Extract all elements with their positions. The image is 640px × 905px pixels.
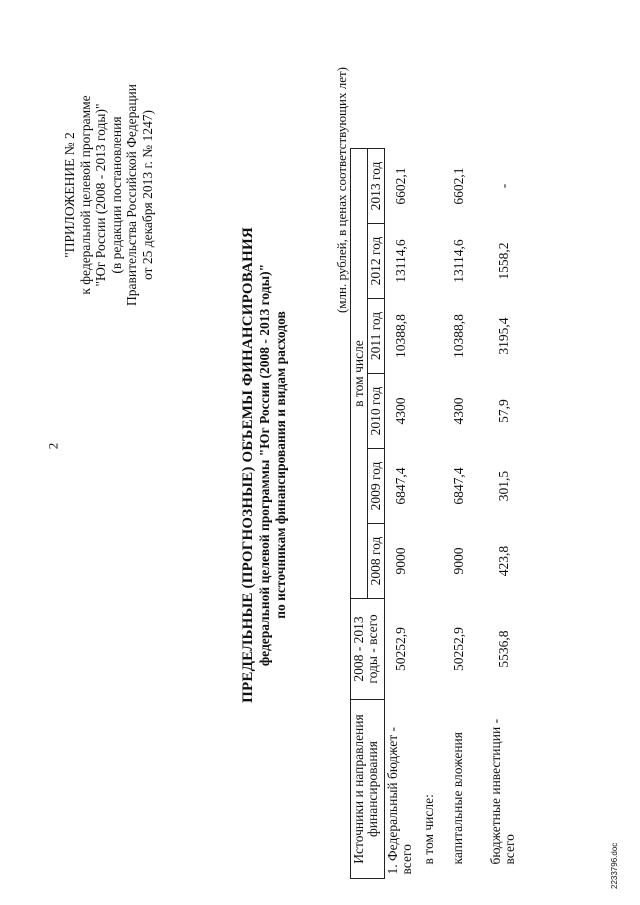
header-year: 2009 год [368, 449, 385, 524]
cell-value: 9000 [451, 547, 466, 575]
cell-value: 6602,1 [451, 167, 466, 205]
document-title [240, 155, 289, 775]
title-subtitle: федеральной целевой программы "Юг России (2008 - 2013 годы)" [257, 263, 272, 667]
header-year: 2012 год [368, 224, 385, 299]
cell-value: 423,8 [496, 545, 511, 577]
cell-value: 6602,1 [393, 167, 408, 205]
cell-value: 3195,4 [496, 317, 511, 355]
table-row [385, 149, 416, 879]
table-row [437, 149, 468, 879]
header-including: в том числе [351, 149, 368, 599]
header-year: 2013 год [368, 149, 385, 224]
cell-total: 50252,9 [393, 627, 408, 671]
header-year: 2008 год [368, 524, 385, 599]
header-year: 2010 год [368, 374, 385, 449]
appendix-line: (в редакции постановления [108, 116, 124, 274]
units-note: (млн. рублей, в ценах соответствующих лет) [334, 66, 349, 314]
appendix-line: "ПРИЛОЖЕНИЕ № 2 [62, 132, 77, 258]
cell-value: 4300 [451, 397, 466, 425]
document-code: 2233796.doc [610, 842, 619, 889]
header-total: 2008 - 2013 годы - всего [351, 599, 385, 700]
appendix-line: к федеральной целевой программе [77, 95, 93, 295]
row-label: капитальные вложения [450, 732, 465, 865]
cell-value: 6847,4 [393, 467, 408, 505]
financing-table [350, 148, 518, 879]
row-label: 1. Федеральный бюджет - всего [385, 726, 414, 875]
appendix-line: от 25 декабря 2013 г. № 1247) [139, 109, 155, 281]
cell-value: 6847,4 [451, 467, 466, 505]
cell-value: 1558,2 [496, 242, 511, 280]
cell-value: 9000 [393, 547, 408, 575]
appendix-line: Правительства Российской Федерации [124, 84, 139, 306]
appendix-line: "Юг России (2008 - 2013 годы)" [93, 103, 108, 287]
cell-value: 13114,6 [451, 239, 466, 283]
row-label: бюджетные инвестиции - всего [488, 718, 517, 865]
cell-value: 4300 [393, 397, 408, 425]
cell-value: 10388,8 [451, 314, 466, 358]
cell-total: 5536,8 [496, 630, 511, 668]
cell-value: 10388,8 [393, 314, 408, 358]
cell-value: 57,9 [496, 399, 511, 423]
title-subtitle-2: по источникам финансирования и видам расходов [273, 311, 288, 619]
header-year: 2011 год [368, 299, 385, 374]
appendix-block [62, 45, 155, 345]
header-source: Источники и направления финансирования [351, 700, 385, 879]
cell-value: 301,5 [496, 470, 511, 502]
title-main: ПРЕДЕЛЬНЫЕ (ПРОГНОЗНЫЕ) ОБЪЕМЫ ФИНАНСИРОВАНИЯ [240, 227, 256, 703]
row-label: в том числе: [421, 794, 436, 865]
table-row [421, 149, 437, 879]
cell-value: - [496, 183, 511, 189]
cell-value: 13114,6 [393, 239, 408, 283]
cell-total: 50252,9 [451, 627, 466, 671]
page-number: 2 [45, 442, 61, 450]
table-row [488, 149, 518, 879]
